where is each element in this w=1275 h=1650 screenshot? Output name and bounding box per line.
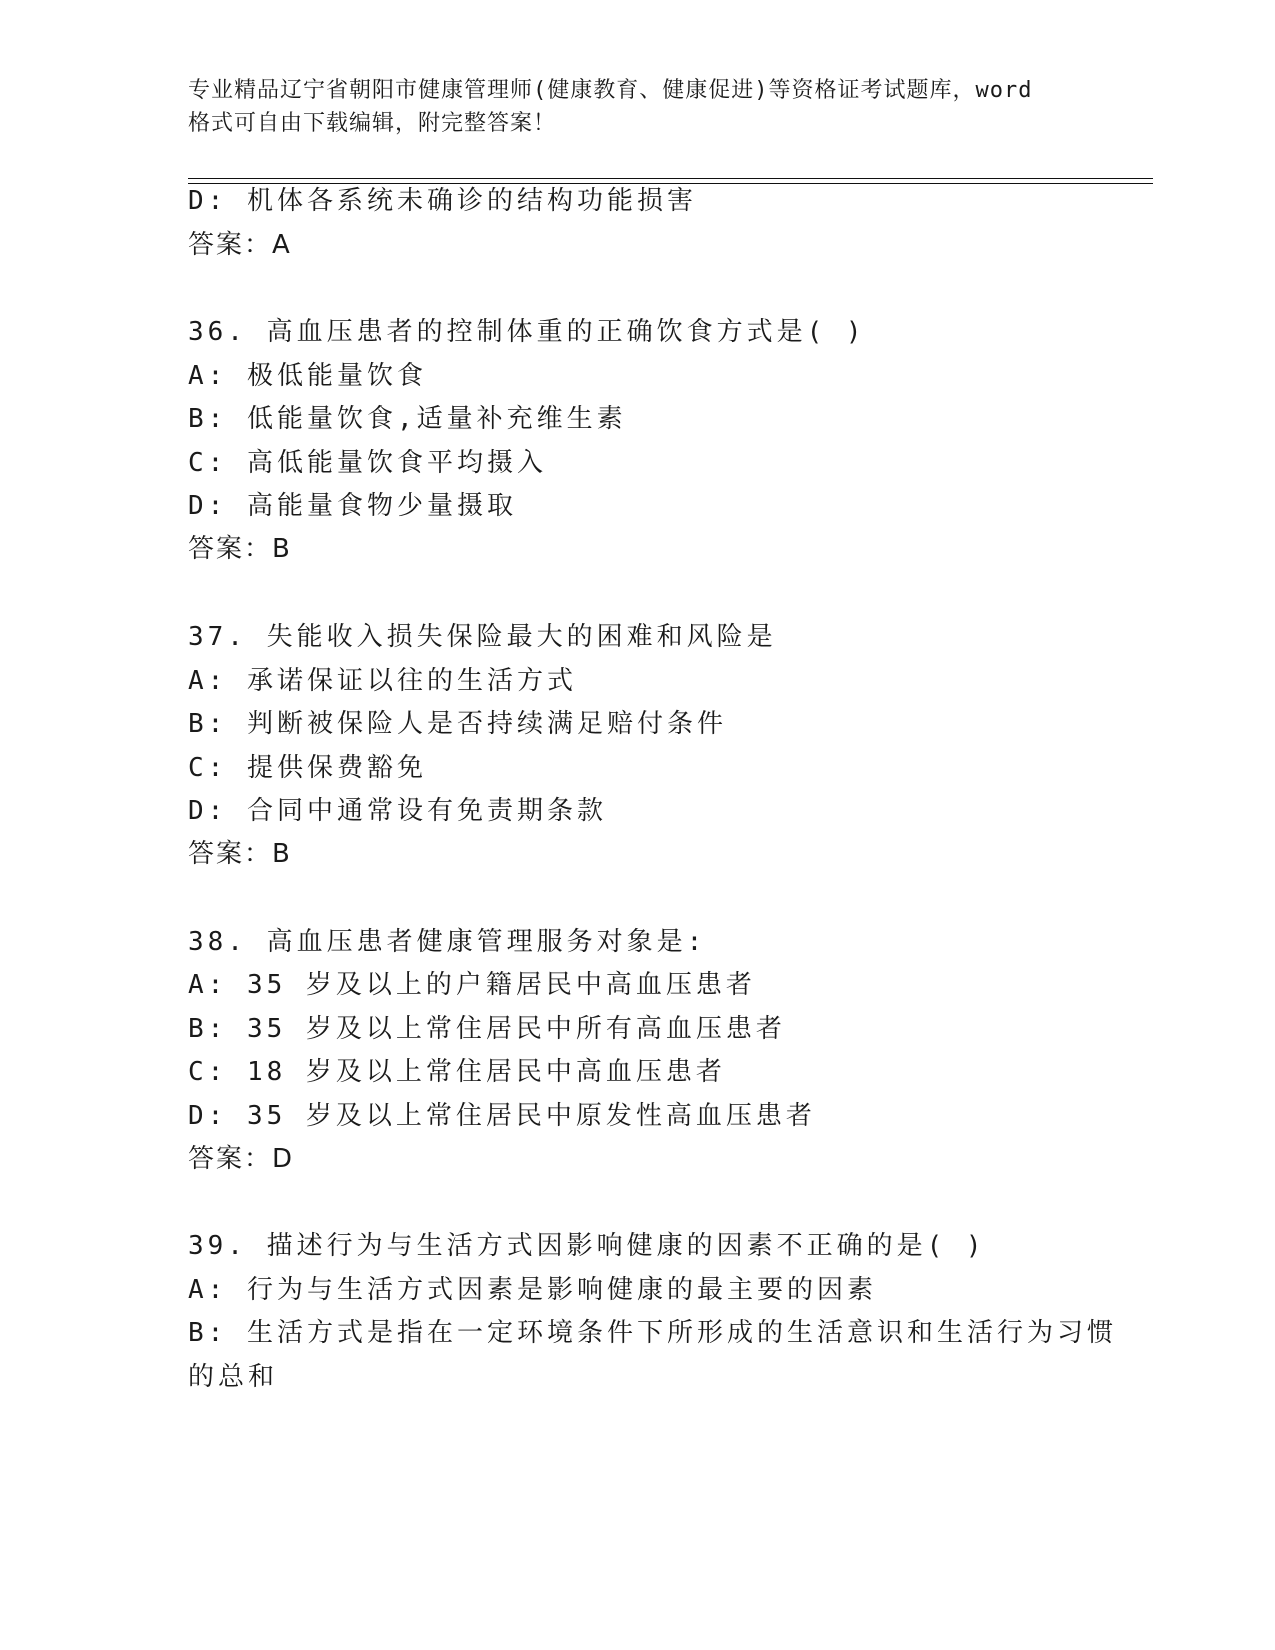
- q37-question: 37. 失能收入损失保险最大的困难和风险是: [188, 622, 777, 652]
- q36-answer: 答案：B: [188, 534, 292, 564]
- q39-option-a: A: 行为与生活方式因素是影响健康的最主要的因素: [188, 1275, 877, 1305]
- q35-option-d: D: 机体各系统未确诊的结构功能损害: [188, 186, 697, 216]
- q37-option-a: A: 承诺保证以往的生活方式: [188, 666, 577, 696]
- document-header: [188, 74, 1088, 140]
- q35-answer: 答案：A: [188, 230, 292, 260]
- header-line-1: 专业精品辽宁省朝阳市健康管理师(健康教育、健康促进)等资格证考试题库，word: [188, 78, 1033, 103]
- header-line-2: 格式可自由下载编辑，附完整答案！: [188, 111, 557, 136]
- q36-option-a: A: 极低能量饮食: [188, 361, 427, 391]
- header-divider-top: [188, 178, 1153, 179]
- q39-question: 39. 描述行为与生活方式因影响健康的因素不正确的是( ): [188, 1231, 986, 1261]
- q37-option-c: C: 提供保费豁免: [188, 753, 427, 783]
- q38-option-c: C: 18 岁及以上常住居民中高血压患者: [188, 1057, 726, 1087]
- q37-answer: 答案：B: [188, 839, 292, 869]
- q38-option-d: D: 35 岁及以上常住居民中原发性高血压患者: [188, 1101, 816, 1131]
- q36-option-c: C: 高低能量饮食平均摄入: [188, 448, 547, 478]
- q39-option-b-line-2: 的总和: [188, 1362, 279, 1392]
- q38-question: 38. 高血压患者健康管理服务对象是:: [188, 927, 707, 957]
- q38-option-b: B: 35 岁及以上常住居民中所有高血压患者: [188, 1014, 786, 1044]
- q38-option-a: A: 35 岁及以上的户籍居民中高血压患者: [188, 970, 756, 1000]
- q36-option-d: D: 高能量食物少量摄取: [188, 491, 517, 521]
- q36-option-b: B: 低能量饮食,适量补充维生素: [188, 404, 627, 434]
- q37-option-b: B: 判断被保险人是否持续满足赔付条件: [188, 709, 727, 739]
- q39-option-b-line-1: B: 生活方式是指在一定环境条件下所形成的生活意识和生活行为习惯: [188, 1318, 1117, 1348]
- q38-answer: 答案：D: [188, 1144, 295, 1174]
- q36-question: 36. 高血压患者的控制体重的正确饮食方式是( ): [188, 317, 866, 347]
- q37-option-d: D: 合同中通常设有免责期条款: [188, 796, 607, 826]
